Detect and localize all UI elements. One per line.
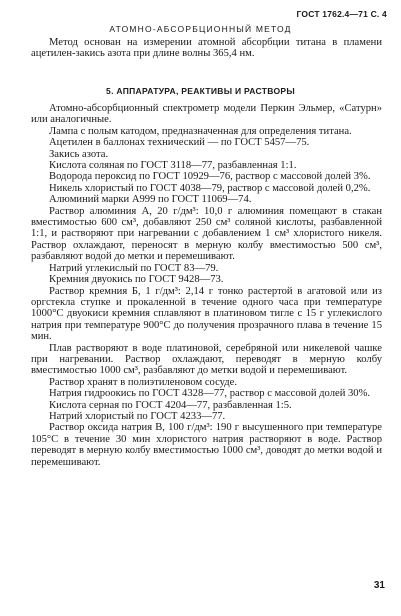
paragraph: Лампа с полым катодом, предназначенная для определения титана. (49, 125, 352, 137)
method-intro: Метод основан на измерении атомной абсорбции титана в пламени ацетилен-закись азота при длине волны 365,4 нм. (31, 37, 382, 60)
paragraph: Закись азота. (49, 148, 109, 160)
paragraph: Водорода пероксид по ГОСТ 10929—76, раствор с массовой долей 3%. (49, 171, 371, 183)
paragraph: Плав растворяют в воде платиновой, серебряной или никелевой чашке при нагревании. Раствор охлаждают, переводят в мерную колбу вместимостью 1000 см³, разбавляют до метки водой и перемешивают. (31, 342, 382, 377)
paragraph: Натрий хлористый по ГОСТ 4233—77. (49, 410, 226, 422)
reagents-list (31, 103, 382, 468)
method-section-title: АТОМНО-АБСОРБЦИОННЫЙ МЕТОД (109, 24, 292, 34)
paragraph: Кремния двуокись по ГОСТ 9428—73. (49, 274, 224, 286)
paragraph: Кислота серная по ГОСТ 4204—77, разбавленная 1:5. (49, 399, 292, 411)
section-5-title: 5. АППАРАТУРА, РЕАКТИВЫ И РАСТВОРЫ (106, 86, 295, 96)
paragraph: Раствор хранят в полиэтиленовом сосуде. (49, 376, 238, 388)
paragraph: Ацетилен в баллонах технический — по ГОСТ 5457—75. (49, 137, 310, 149)
paragraph: Никель хлористый по ГОСТ 4038—79, раствор с массовой долей 0,2%. (49, 182, 371, 194)
page-number: 31 (373, 580, 385, 591)
paragraph: Атомно-абсорбционный спектрометр модели Перкин Эльмер, «Сатурн» или аналогичные. (31, 103, 382, 126)
paragraph: Раствор оксида натрия В, 100 г/дм³: 190 г высушенного при температуре 105°С в течение 30 мин хлористого натрия растворяют в воде. Раствор переводят в мерную колбу вместимостью 1000 см³, доводят до метки водой и перемешивают. (31, 422, 382, 468)
paragraph: Раствор кремния Б, 1 г/дм³: 2,14 г тонко растертой в агатовой или из оргстекла ступке и прокаленной в течение одного часа при температуре 1000°С двуокиси кремния сплавляют в платиновом тигле с 15 г углекислого натрия при температуре 900°С до получения прозрачного плава в течение 15 мин. (31, 285, 382, 343)
paragraph: Натрия гидроокись по ГОСТ 4328—77, раствор с массовой долей 30%. (49, 388, 371, 400)
gost-header: ГОСТ 1762.4—71 С. 4 (296, 9, 387, 19)
paragraph: Раствор алюминия А, 20 г/дм³: 10,0 г алюминия помещают в стакан вместимостью 600 см³, добавляют 250 см³ соляной кислоты, разбавленной 1:1, и растворяют при нагревании с добавлением 1 см³ хлористого никеля. Раствор охлаждают, переносят в мерную колбу вместимостью 500 см³, разбавляют водой до метки и перемешивают. (31, 205, 382, 263)
paragraph: Алюминий марки А999 по ГОСТ 11069—74. (49, 194, 252, 206)
method-intro-block (31, 37, 382, 60)
paragraph: Кислота соляная по ГОСТ 3118—77, разбавленная 1:1. (49, 160, 297, 172)
paragraph: Натрий углекислый по ГОСТ 83—79. (49, 262, 219, 274)
